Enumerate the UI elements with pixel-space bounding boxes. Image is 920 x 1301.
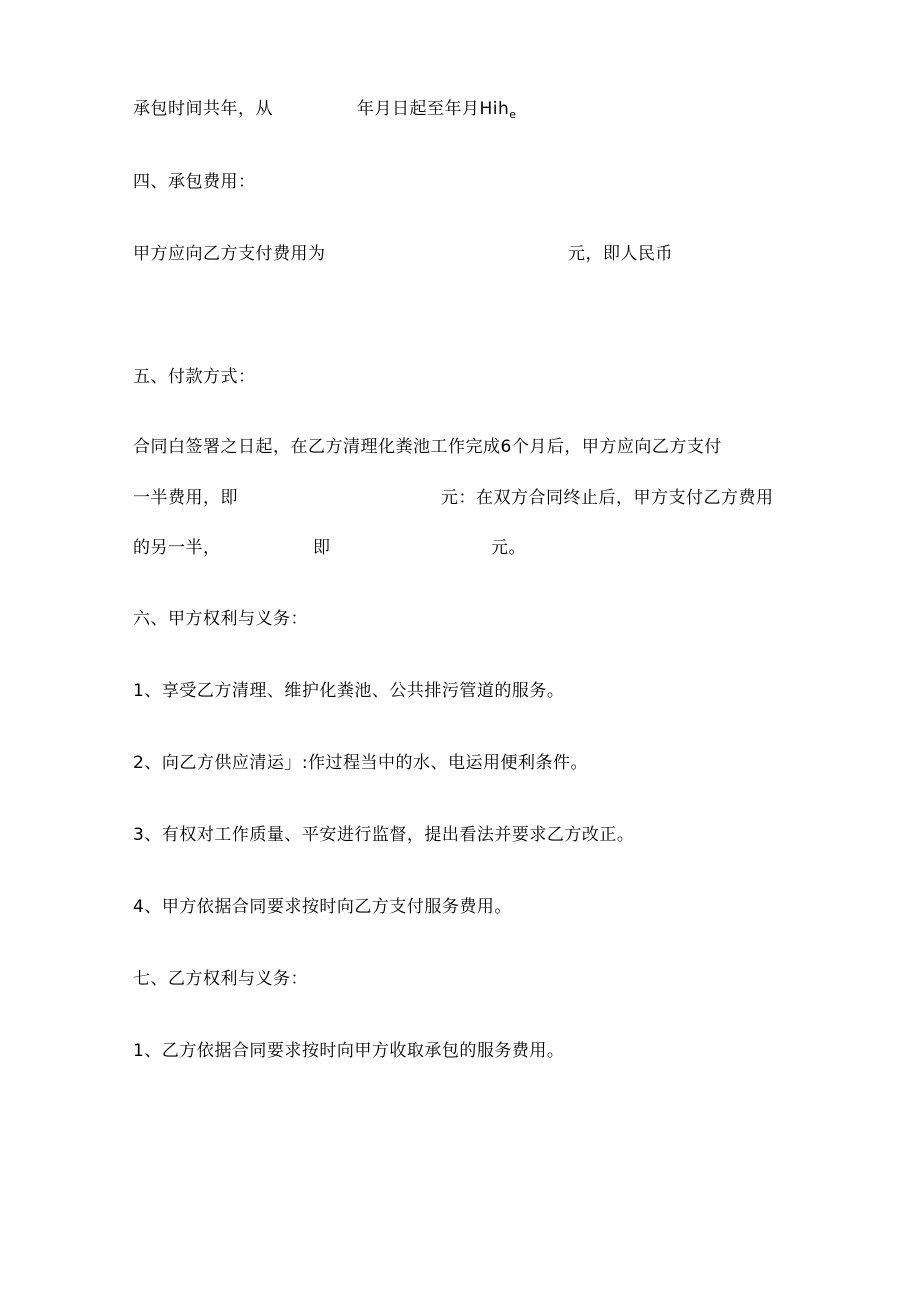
payment-line-3-start: 的另一半， — [133, 538, 221, 558]
payment-line-3-end: 元。 — [491, 538, 526, 558]
fee-text-end: 元，即人民币 — [568, 244, 673, 264]
section-6-item: 1、享受乙方清理、维护化粪池、公共排污管道的服务。 — [133, 681, 565, 701]
payment-line-2-start: 一半费用，即 — [133, 488, 238, 508]
section-5-heading: 五、付款方式： — [133, 367, 256, 387]
term-text-start: 承包时间共年，从 — [133, 99, 273, 119]
payment-line-1: 合同白签署之日起，在乙方清理化粪池工作完成6个月后，甲方应向乙方支付 — [133, 437, 722, 457]
section-4-heading: 四、承包费用： — [133, 172, 256, 192]
payment-line-2-end: 元：在双方合同终止后，甲方支付乙方费用 — [441, 488, 774, 508]
fee-text-start: 甲方应向乙方支付费用为 — [133, 244, 326, 264]
payment-line-3-mid: 即 — [313, 538, 331, 558]
section-7-item: 1、乙方依据合同要求按时向甲方收取承包的服务费用。 — [133, 1041, 565, 1061]
section-7-heading: 七、乙方权利与义务： — [133, 969, 308, 989]
term-text-dates-main: 年月日起至年月Hih — [357, 99, 510, 119]
section-6-item: 3、有权对工作质量、平安进行监督，提出看法并要求乙方改正。 — [133, 825, 635, 845]
term-text-dates — [357, 98, 517, 126]
section-6-heading: 六、甲方权利与义务： — [133, 609, 308, 629]
term-text-dates-suffix: e — [509, 108, 517, 121]
section-6-item: 4、甲方依据合同要求按时向乙方支付服务费用。 — [133, 897, 512, 917]
section-6-item: 2、向乙方供应清运」:作过程当中的水、电运用便利条件。 — [133, 753, 589, 773]
